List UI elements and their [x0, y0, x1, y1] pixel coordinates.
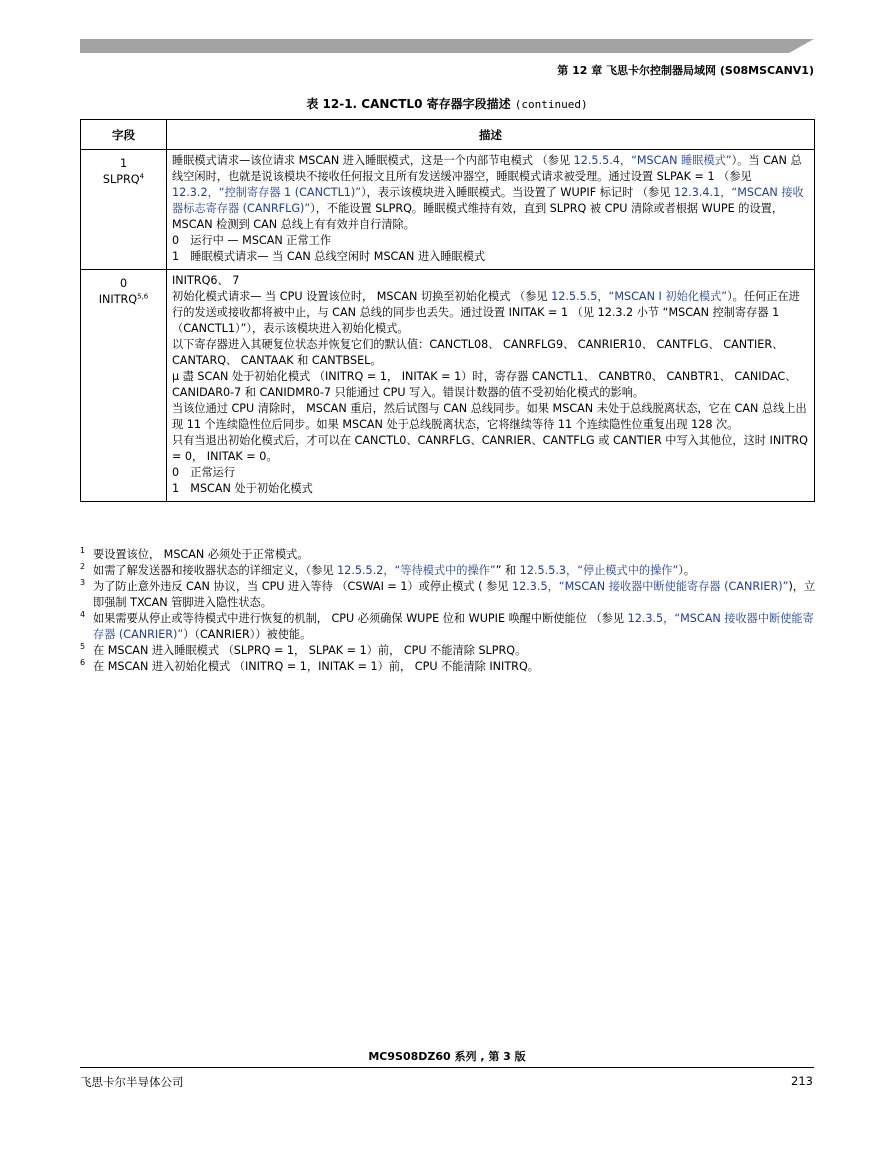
footnote — [80, 611, 820, 643]
text-run: ），不能设置 SLPRQ。睡眠模式维持有效，直到 SLPRQ 被 CPU 清除或者根据 WUPE 的设置， MSCAN 检测到 CAN 总线上有有效并自行清除。 — [172, 202, 784, 231]
register-field-table — [80, 119, 815, 502]
field-bit-number: 1 — [119, 157, 128, 170]
cross-reference-link[interactable]: 12.3.2，“控制寄存器 1 (CANCTL1)” — [172, 186, 362, 199]
value-0-description: 0 运行中 — MSCAN 正常工作 — [172, 234, 332, 247]
description-paragraph: μ 盡 SCAN 处于初始化模式 （INITRQ = 1， INITAK = 1）时，寄存器 CANCTL1、 CANBTR0、 CANBTR1、 CANIDAC、 CANIDAR0-7 和 CANIDMR0-7 只能通过 CPU 写入。错误计数器的值不受初始化模式的影响。 — [172, 370, 797, 399]
description-cell — [167, 150, 815, 270]
table-row — [81, 270, 815, 502]
footnote-text: 在 MSCAN 进入睡眠模式 （SLPRQ = 1， SLPAK = 1）前， CPU 不能清除 SLPRQ。 — [93, 644, 527, 657]
footnote — [80, 563, 820, 579]
page-number: 213 — [791, 1074, 813, 1088]
document-title: MC9S08DZ60 系列 , 第 3 版 — [368, 1050, 526, 1063]
description-cell — [167, 270, 815, 502]
footnote — [80, 547, 820, 563]
footnote-text: ）。 — [678, 564, 696, 577]
footnote-number: 1 — [80, 546, 86, 555]
cross-reference-link[interactable]: 12.5.5.2，“等待模式中的操作” — [337, 564, 496, 577]
table-caption — [80, 95, 814, 112]
footnote-text: 在 MSCAN 进入初始化模式 （INITRQ = 1，INITAK = 1）前， CPU 不能清除 INITRQ。 — [93, 660, 539, 673]
footnote-number: 4 — [80, 610, 86, 619]
cross-reference-link[interactable]: 12.3.4.1，“MSCAN 接收器标志寄存器 (CANRFLG)” — [172, 186, 804, 215]
footer-divider — [80, 1067, 814, 1068]
table-caption-continued: (continued) — [514, 98, 588, 111]
field-cell — [81, 150, 167, 270]
field-name — [82, 292, 165, 308]
footnote-ref: 5,6 — [137, 292, 149, 301]
field-cell — [81, 270, 167, 502]
field-bit-number: 0 — [119, 277, 128, 290]
footnotes — [80, 547, 820, 675]
text-run: ）。当 CAN 总线空闲时，也就是说该模块不接收任何报文且所有发送缓冲器空，睡眠模式请求被受理。通过设置 SLPAK = 1 （参见 — [172, 154, 802, 183]
description-paragraph: 只有当退出初始化模式后，才可以在 CANCTL0、CANRFLG、CANRIER、CANTFLG 或 CANTIER 中写入其他位，这时 INITRQ = 0， INITAK = 0。 — [172, 434, 808, 463]
footnote-ref: 4 — [139, 172, 145, 181]
footnote-text: ）（CANRIER））被使能。 — [183, 628, 312, 641]
description-paragraph — [172, 153, 810, 233]
footnote-number: 5 — [80, 642, 86, 651]
value-0-description: 0 正常运行 — [172, 466, 236, 479]
footnote — [80, 643, 820, 659]
text-run: 初始化模式请求— 当 CPU 设置该位时， MSCAN 切换至初始化模式 （参见 — [172, 290, 552, 303]
value-1-description: 1 MSCAN 处于初始化模式 — [172, 482, 313, 495]
table-row — [81, 150, 815, 270]
header-bar — [80, 39, 814, 53]
cross-reference-link[interactable]: 12.5.5.3，“停止模式中的操作” — [519, 564, 679, 577]
footnote-text: 为了防止意外违反 CAN 协议，当 CPU 进入等待 （CSWAI = 1）或停止模式 ( 参见 — [93, 580, 513, 593]
field-name-text: SLPRQ — [102, 173, 140, 186]
column-header-description: 描述 — [167, 120, 815, 150]
chapter-title: 第 12 章 飞思卡尔控制器局域网 (S08MSCANV1) — [557, 64, 814, 77]
cross-reference-link[interactable]: 12.3.5，“MSCAN 接收器中断使能寄存器 (CANRIER)” — [512, 580, 789, 593]
column-header-field: 字段 — [81, 120, 167, 150]
description-intro: INITRQ6、 7 — [172, 274, 240, 287]
cross-reference-link[interactable]: 12.5.5.4，“MSCAN 睡眠模式” — [573, 154, 732, 167]
footnote-text: 如需了解发送器和接收器状态的详细定义，（参见 — [93, 564, 338, 577]
footnote-number: 3 — [80, 578, 86, 587]
table-header-row — [81, 120, 815, 150]
cross-reference-link[interactable]: 12.5.5.5，“MSCAN I 初始化模式” — [551, 290, 728, 303]
description-paragraph: 以下寄存器进入其硬复位状态并恢复它们的默认值：CANCTL08、 CANRFLG9、 CANRIER10、 CANTFLG、 CANTIER、 CANTARQ、 CANTAAK 和 CANTBSEL。 — [172, 338, 784, 367]
description-paragraph: 当该位通过 CPU 清除时， MSCAN 重启，然后试图与 CAN 总线同步。如果 MSCAN 未处于总线脱离状态，它在 CAN 总线上出现 11 个连续隐性位后同步。如果 MSCAN 处于总线脱离状态，它将继续等待 11 个连续隐性位重复出现 128 次。 — [172, 402, 807, 431]
value-1-description: 1 睡眠模式请求— 当 CAN 总线空闲时 MSCAN 进入睡眠模式 — [172, 250, 486, 263]
table-caption-title: 表 12-1. CANCTL0 寄存器字段描述 — [306, 97, 511, 111]
text-run: ），表示该模块进入睡眠模式。当设置了 WUPIF 标记时 （参见 — [361, 186, 674, 199]
footnote-number: 6 — [80, 658, 86, 667]
footnote-text: )，立即强制 TXCAN 管脚进入隐性状态。 — [93, 580, 816, 609]
field-name-text: INITRQ — [98, 293, 138, 306]
description-paragraph — [172, 289, 810, 337]
text-run: ）。任何正在进行的发送或接收都将被中止，与 CAN 总线的同步也丢失。通过设置 INITAK = 1 （见 12.3.2 小节 “MSCAN 控制寄存器 1 （CANCTL1）”），表示该模块进入初始化模式。 — [172, 290, 800, 335]
field-name — [82, 172, 165, 188]
footnote-number: 2 — [80, 562, 86, 571]
footnote — [80, 659, 820, 675]
footnote-text: 如果需要从停止或等待模式中进行恢复的机制， CPU 必须确保 WUPE 位和 WUPIE 唤醒中断使能位 （参见 — [93, 612, 628, 625]
cross-reference-link[interactable]: 12.3.5，“MSCAN 接收器中断使能寄存器 (CANRIER)” — [93, 612, 814, 641]
footnote — [80, 579, 820, 611]
company-name: 飞思卡尔半导体公司 — [80, 1075, 184, 1089]
footnote-text: ” 和 — [495, 564, 520, 577]
text-run: 睡眠模式请求—该位请求 MSCAN 进入睡眠模式，这是一个内部节电模式 （参见 — [172, 154, 574, 167]
footnote-text: 要设置该位， MSCAN 必须处于正常模式。 — [93, 548, 309, 561]
